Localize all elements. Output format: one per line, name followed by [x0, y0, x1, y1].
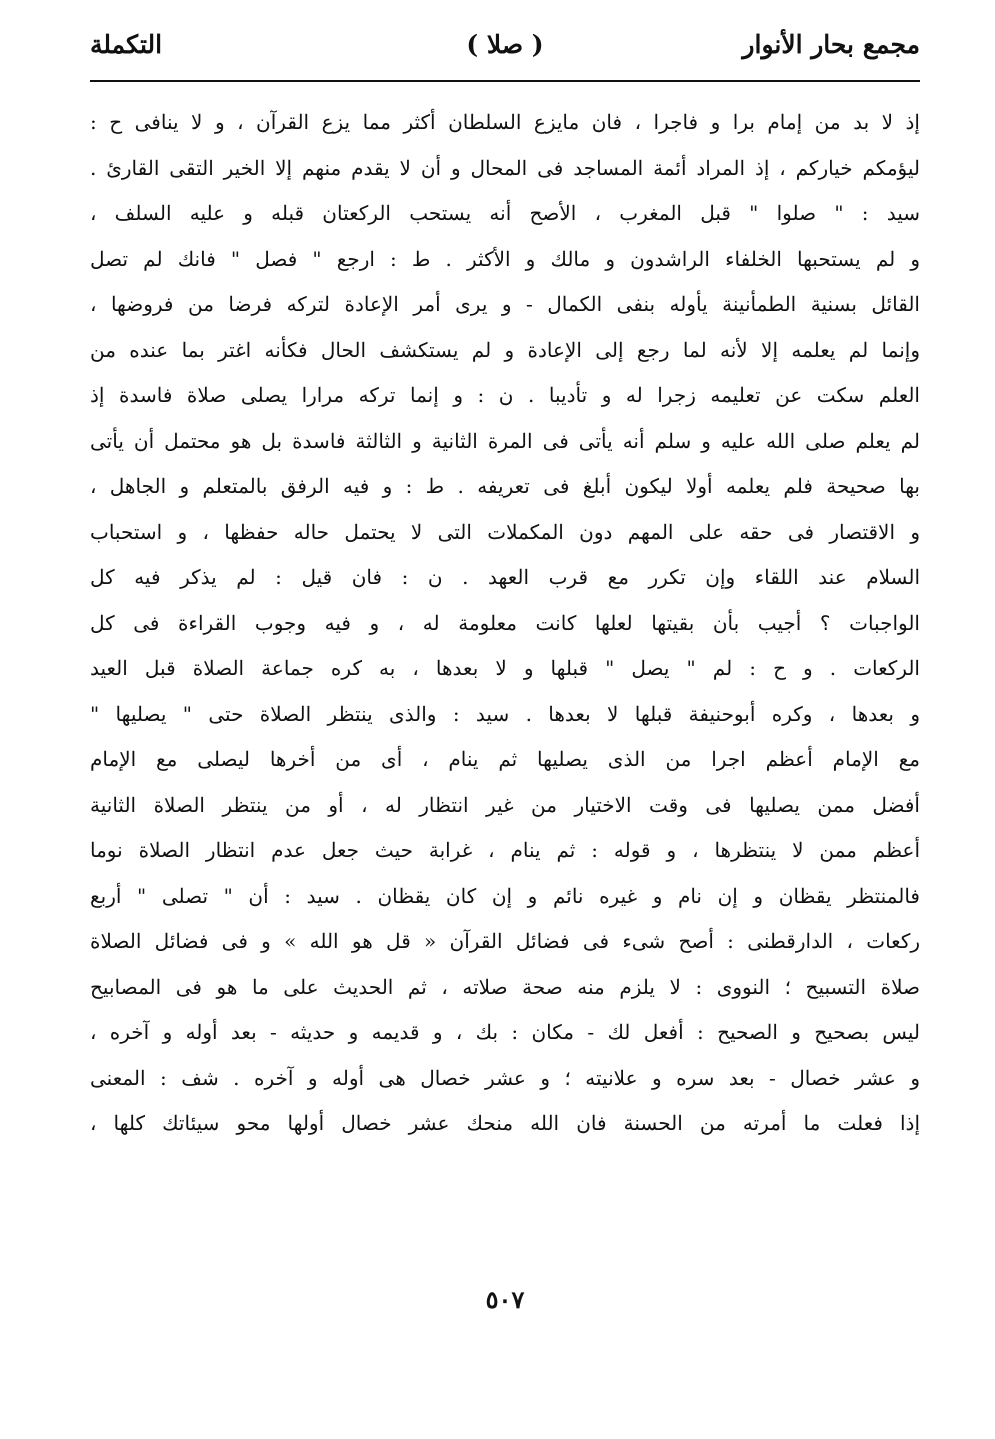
text-line: السلام عند اللقاء وإن تكرر مع قرب العهد . ن : فان قيل : لم يذكر فيه كل [90, 565, 920, 589]
text-line: الركعات . و ح : لم " يصل " قبلها و لا بعدها ، به كره جماعة الصلاة قبل العيد [90, 656, 920, 680]
text-line: مع الإمام أعظم اجرا من الذى يصليها ثم ينام ، أى من أخرها ليصلى مع الإمام [90, 747, 920, 771]
text-line: ليؤمكم خياركم ، إذ المراد أئمة المساجد فى المحال و أن لا يقدم منهم إلا الخير التقى القارئ . [90, 155, 920, 180]
text-line: فالمنتظر يقظان و إن نام و غيره نائم و إن كان يقظان . سيد : أن " تصلى " أربع [90, 883, 920, 908]
text-line: بها صحيحة فلم يعلمه أولا ليكون أبلغ فى تعريفه . ط : و فيه الرفق بالمتعلم و الجاهل ، [90, 474, 920, 498]
text-line: إذا فعلت ما أمرته من الحسنة فان الله منحك عشر خصال أولها محو سيئاتك كلها ، [90, 1111, 920, 1135]
text-line: الواجبات ؟ أجيب بأن بقيتها لعلها كانت معلومة له ، و فيه وجوب القراءة فى كل [90, 610, 920, 635]
text-line: ركعات ، الدارقطنى : أصح شىء فى فضائل القرآن « قل هو الله » و فى فضائل الصلاة [90, 929, 920, 953]
section-title: التكملة [90, 30, 163, 59]
text-line: أفضل ممن يصليها فى وقت الاختيار من غير انتظار له ، أو من ينتظر الصلاة الثانية [90, 792, 920, 817]
text-line: ليس بصحيح و الصحيح : أفعل لك - مكان : بك ، و قديمه و حديثه - بعد أوله و آخره ، [90, 1020, 920, 1044]
header-rule [90, 80, 920, 82]
text-line: و الاقتصار فى حقه على المهم دون المكملات التى لا يحتمل حاله حفظها ، و استحباب [90, 519, 920, 544]
body-text [90, 100, 920, 1147]
text-line: القائل بسنية الطمأنينة يأوله بنفى الكمال - و يرى أمر الإعادة لتركه فرضا من فروضها ، [90, 292, 920, 316]
book-title: مجمع بحار الأنوار [742, 30, 920, 59]
text-line: أعظم ممن لا ينتظرها ، و قوله : ثم ينام ، غرابة حيث جعل عدم انتظار الصلاة نوما [90, 838, 920, 862]
text-line: لم يعلم صلى الله عليه و سلم أنه يأتى فى المرة الثانية و الثالثة فاسدة بل هو محتمل أن يأتى [90, 428, 920, 453]
text-line: إذ لا بد من إمام برا و فاجرا ، فان مايزع السلطان أكثر مما يزع القرآن ، و لا ينافى ح : [90, 110, 920, 134]
text-line: و لم يستحبها الخلفاء الراشدون و مالك و الأكثر . ط : ارجع " فصل " فانك لم تصل [90, 246, 920, 271]
text-line: سيد : " صلوا " قبل المغرب ، الأصح أنه يستحب الركعتان قبله و عليه السلف ، [90, 201, 920, 225]
text-line: وإنما لم يعلمه إلا لأنه لما رجع إلى الإعادة و لم يستكشف الحال فكأنه اغتر بما عنده من [90, 337, 920, 362]
entry-heading: ( صلا ) [466, 30, 544, 59]
page-number: ٥٠٧ [485, 1285, 525, 1314]
book-page [90, 20, 920, 1400]
text-line: صلاة التسبيح ؛ النووى : لا يلزم منه صحة صلاته ، ثم الحديث على ما هو فى المصابيح [90, 974, 920, 999]
text-line: و عشر خصال - بعد سره و علانيته ؛ و عشر خصال هى أوله و آخره . شف : المعنى [90, 1065, 920, 1090]
page-header [90, 20, 920, 80]
text-line: العلم سكت عن تعليمه زجرا له و تأديبا . ن : و إنما تركه مرارا يصلى صلاة فاسدة إذ [90, 383, 920, 407]
text-line: و بعدها ، وكره أبوحنيفة قبلها لا بعدها . سيد : والذى ينتظر الصلاة حتى " يصليها " [90, 701, 920, 726]
